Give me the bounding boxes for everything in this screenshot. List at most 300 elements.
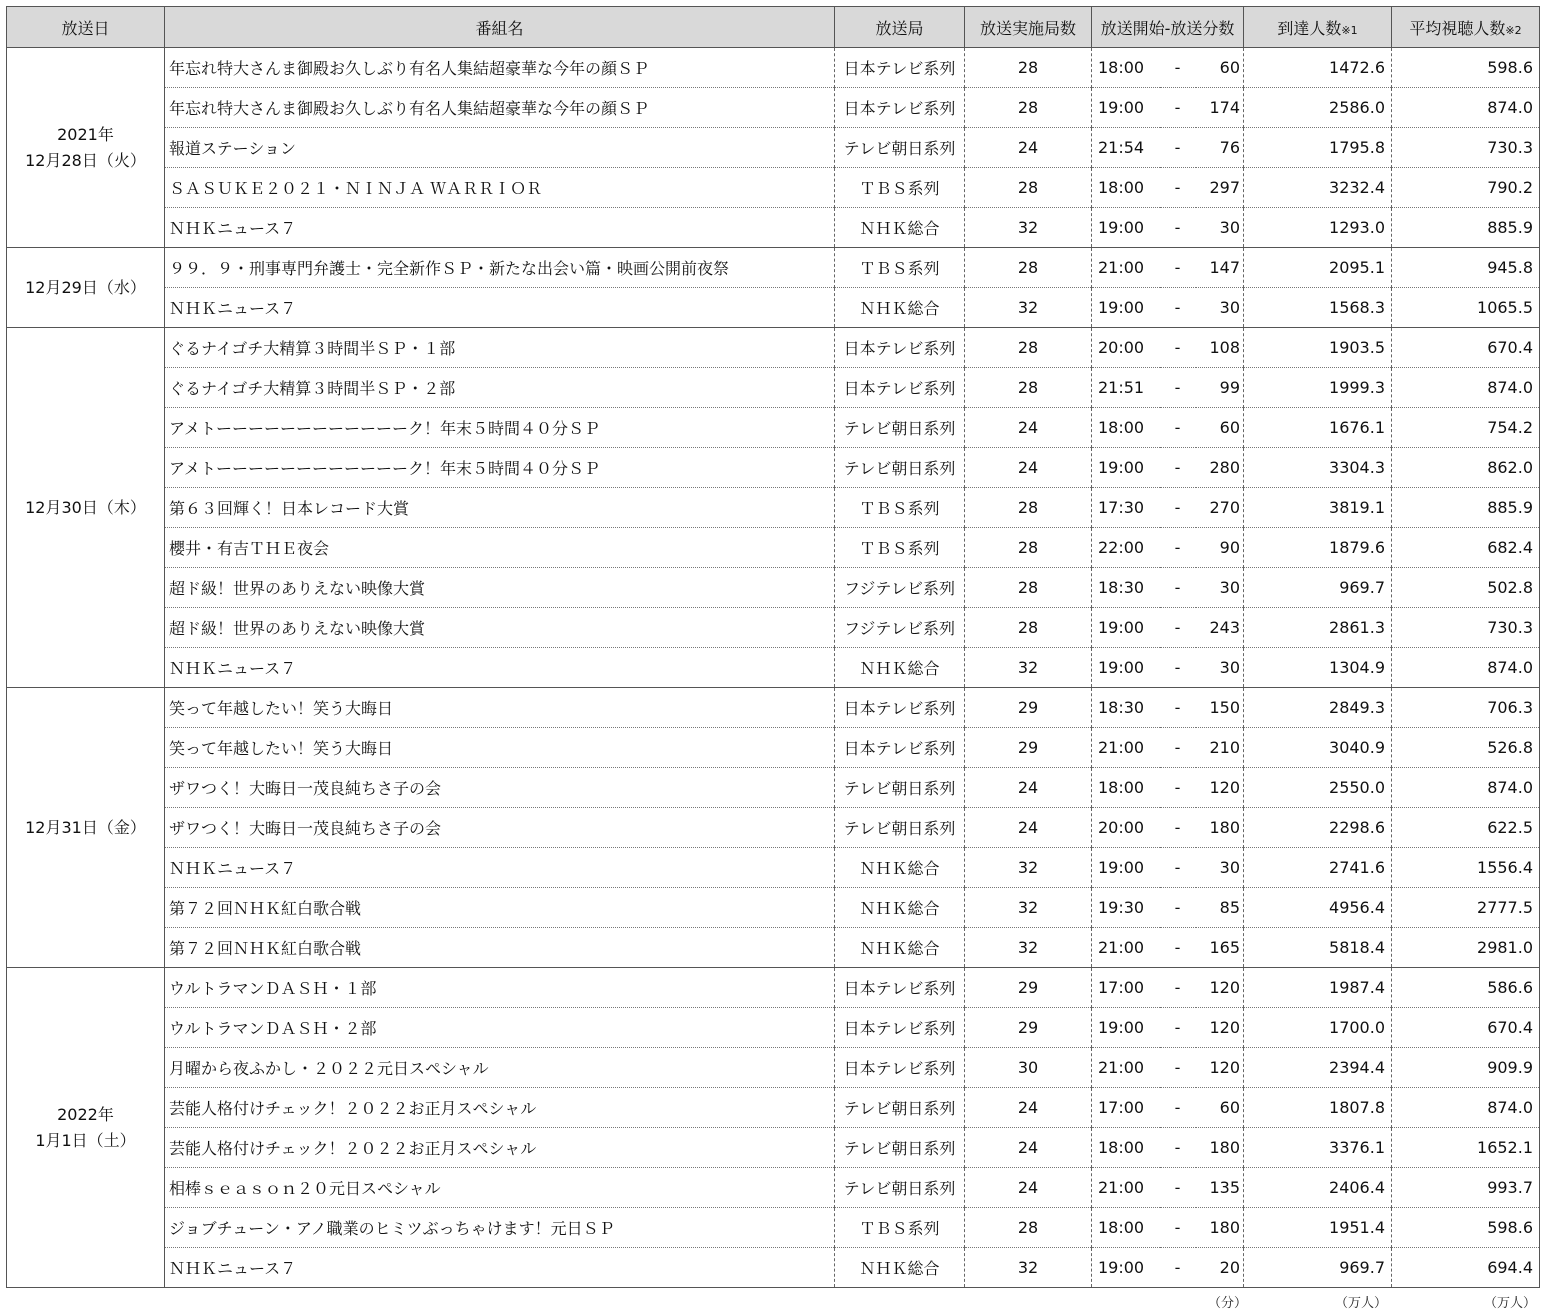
- header-reach-note: ※1: [1341, 23, 1358, 37]
- station-count: 32: [965, 928, 1092, 968]
- program-name: 報道ステーション: [165, 128, 835, 168]
- start-time: 18:00: [1092, 768, 1160, 808]
- duration-minutes: 297: [1196, 168, 1244, 208]
- duration-minutes: 60: [1196, 1088, 1244, 1128]
- station-name: 日本テレビ系列: [835, 968, 965, 1008]
- station-name: ＴＢＳ系列: [835, 488, 965, 528]
- table-row: [7, 528, 1540, 568]
- program-name: 月曜から夜ふかし・２０２２元日スペシャル: [165, 1048, 835, 1088]
- reach-value: 2550.0: [1244, 768, 1392, 808]
- program-name: 第７２回ＮＨＫ紅白歌合戦: [165, 928, 835, 968]
- viewership-table: [6, 6, 1540, 1288]
- station-name: テレビ朝日系列: [835, 768, 965, 808]
- station-count: 32: [965, 848, 1092, 888]
- station-count: 28: [965, 608, 1092, 648]
- station-name: ＮＨＫ総合: [835, 648, 965, 688]
- header-station: 放送局: [835, 7, 965, 48]
- start-time: 21:00: [1092, 928, 1160, 968]
- table-row: [7, 688, 1540, 728]
- duration-minutes: 180: [1196, 1128, 1244, 1168]
- duration-minutes: 150: [1196, 688, 1244, 728]
- station-name: テレビ朝日系列: [835, 1088, 965, 1128]
- time-separator: -: [1160, 328, 1196, 368]
- program-name: 年忘れ特大さんま御殿お久しぶり有名人集結超豪華な今年の顔ＳＰ: [165, 48, 835, 88]
- reach-value: 2394.4: [1244, 1048, 1392, 1088]
- program-name: 第６３回輝く！日本レコード大賞: [165, 488, 835, 528]
- duration-minutes: 135: [1196, 1168, 1244, 1208]
- reach-value: 2741.6: [1244, 848, 1392, 888]
- station-name: フジテレビ系列: [835, 608, 965, 648]
- time-separator: -: [1160, 968, 1196, 1008]
- avg-viewers-value: 2981.0: [1392, 928, 1540, 968]
- table-row: [7, 488, 1540, 528]
- station-count: 24: [965, 448, 1092, 488]
- reach-value: 3376.1: [1244, 1128, 1392, 1168]
- table-row: [7, 728, 1540, 768]
- reach-value: 2406.4: [1244, 1168, 1392, 1208]
- start-time: 18:00: [1092, 48, 1160, 88]
- avg-viewers-value: 862.0: [1392, 448, 1540, 488]
- duration-minutes: 165: [1196, 928, 1244, 968]
- duration-minutes: 147: [1196, 248, 1244, 288]
- start-time: 21:00: [1092, 1048, 1160, 1088]
- reach-value: 1676.1: [1244, 408, 1392, 448]
- reach-value: 2861.3: [1244, 608, 1392, 648]
- start-time: 18:00: [1092, 1208, 1160, 1248]
- time-separator: -: [1160, 1208, 1196, 1248]
- reach-value: 1903.5: [1244, 328, 1392, 368]
- avg-viewers-value: 874.0: [1392, 768, 1540, 808]
- station-name: テレビ朝日系列: [835, 408, 965, 448]
- header-date: 放送日: [7, 7, 165, 48]
- station-name: ＮＨＫ総合: [835, 288, 965, 328]
- table-row: [7, 968, 1540, 1008]
- avg-viewers-value: 874.0: [1392, 88, 1540, 128]
- time-separator: -: [1160, 528, 1196, 568]
- avg-viewers-value: 730.3: [1392, 608, 1540, 648]
- station-count: 28: [965, 48, 1092, 88]
- reach-value: 1700.0: [1244, 1008, 1392, 1048]
- time-separator: -: [1160, 728, 1196, 768]
- avg-viewers-value: 790.2: [1392, 168, 1540, 208]
- start-time: 19:00: [1092, 608, 1160, 648]
- broadcast-date: 12月30日（木）: [7, 328, 165, 688]
- time-separator: -: [1160, 888, 1196, 928]
- reach-value: 5818.4: [1244, 928, 1392, 968]
- avg-viewers-value: 1652.1: [1392, 1128, 1540, 1168]
- station-count: 28: [965, 1208, 1092, 1248]
- table-row: [7, 128, 1540, 168]
- reach-value: 969.7: [1244, 568, 1392, 608]
- time-separator: -: [1160, 1248, 1196, 1288]
- avg-viewers-value: 874.0: [1392, 1088, 1540, 1128]
- station-count: 32: [965, 888, 1092, 928]
- time-separator: -: [1160, 128, 1196, 168]
- reach-value: 969.7: [1244, 1248, 1392, 1288]
- station-count: 32: [965, 208, 1092, 248]
- time-separator: -: [1160, 168, 1196, 208]
- time-separator: -: [1160, 248, 1196, 288]
- program-name: 第７２回ＮＨＫ紅白歌合戦: [165, 888, 835, 928]
- station-count: 32: [965, 1248, 1092, 1288]
- reach-value: 1807.8: [1244, 1088, 1392, 1128]
- station-name: テレビ朝日系列: [835, 808, 965, 848]
- program-name: アメトーーーーーーーーーーーーク！年末５時間４０分ＳＰ: [165, 448, 835, 488]
- station-count: 30: [965, 1048, 1092, 1088]
- station-name: 日本テレビ系列: [835, 688, 965, 728]
- duration-minutes: 108: [1196, 328, 1244, 368]
- start-time: 19:30: [1092, 888, 1160, 928]
- reach-value: 3040.9: [1244, 728, 1392, 768]
- start-time: 21:54: [1092, 128, 1160, 168]
- table-row: [7, 1008, 1540, 1048]
- station-name: ＮＨＫ総合: [835, 1248, 965, 1288]
- table-row: [7, 608, 1540, 648]
- program-name: 笑って年越したい！笑う大晦日: [165, 688, 835, 728]
- avg-viewers-value: 1556.4: [1392, 848, 1540, 888]
- duration-minutes: 120: [1196, 768, 1244, 808]
- station-name: ＮＨＫ総合: [835, 208, 965, 248]
- program-name: 超ド級！世界のありえない映像大賞: [165, 608, 835, 648]
- start-time: 17:00: [1092, 968, 1160, 1008]
- table-row: [7, 248, 1540, 288]
- avg-viewers-value: 730.3: [1392, 128, 1540, 168]
- header-avg: [1392, 7, 1540, 48]
- reach-value: 1568.3: [1244, 288, 1392, 328]
- duration-minutes: 20: [1196, 1248, 1244, 1288]
- table-row: [7, 768, 1540, 808]
- table-row: [7, 1048, 1540, 1088]
- reach-value: 3819.1: [1244, 488, 1392, 528]
- time-separator: -: [1160, 608, 1196, 648]
- station-count: 29: [965, 728, 1092, 768]
- station-name: ＴＢＳ系列: [835, 168, 965, 208]
- station-name: ＮＨＫ総合: [835, 928, 965, 968]
- time-separator: -: [1160, 568, 1196, 608]
- avg-viewers-value: 586.6: [1392, 968, 1540, 1008]
- avg-viewers-value: 885.9: [1392, 208, 1540, 248]
- reach-value: 1304.9: [1244, 648, 1392, 688]
- station-count: 28: [965, 168, 1092, 208]
- duration-minutes: 243: [1196, 608, 1244, 648]
- station-name: 日本テレビ系列: [835, 88, 965, 128]
- table-row: [7, 448, 1540, 488]
- start-time: 21:00: [1092, 1168, 1160, 1208]
- program-name: ＮＨＫニュース７: [165, 208, 835, 248]
- avg-viewers-value: 682.4: [1392, 528, 1540, 568]
- program-name: ＮＨＫニュース７: [165, 288, 835, 328]
- program-name: ザワつく！大晦日一茂良純ちさ子の会: [165, 808, 835, 848]
- broadcast-date: 12月31日（金）: [7, 688, 165, 968]
- station-count: 32: [965, 648, 1092, 688]
- station-count: 28: [965, 88, 1092, 128]
- program-name: ９９．９・刑事専門弁護士・完全新作ＳＰ・新たな出会い篇・映画公開前夜祭: [165, 248, 835, 288]
- avg-viewers-value: 670.4: [1392, 328, 1540, 368]
- station-name: 日本テレビ系列: [835, 328, 965, 368]
- table-row: [7, 648, 1540, 688]
- time-separator: -: [1160, 848, 1196, 888]
- start-time: 19:00: [1092, 288, 1160, 328]
- station-count: 24: [965, 408, 1092, 448]
- duration-minutes: 180: [1196, 808, 1244, 848]
- program-name: ぐるナイゴチ大精算３時間半ＳＰ・２部: [165, 368, 835, 408]
- duration-minutes: 270: [1196, 488, 1244, 528]
- station-name: フジテレビ系列: [835, 568, 965, 608]
- table-row: [7, 48, 1540, 88]
- duration-minutes: 30: [1196, 568, 1244, 608]
- duration-minutes: 60: [1196, 408, 1244, 448]
- avg-viewers-value: 874.0: [1392, 368, 1540, 408]
- station-count: 29: [965, 1008, 1092, 1048]
- avg-viewers-value: 670.4: [1392, 1008, 1540, 1048]
- reach-value: 1879.6: [1244, 528, 1392, 568]
- table-body: [7, 48, 1540, 1288]
- duration-minutes: 30: [1196, 848, 1244, 888]
- avg-viewers-value: 502.8: [1392, 568, 1540, 608]
- station-count: 24: [965, 1128, 1092, 1168]
- table-row: [7, 1128, 1540, 1168]
- station-count: 24: [965, 768, 1092, 808]
- avg-viewers-value: 2777.5: [1392, 888, 1540, 928]
- start-time: 19:00: [1092, 1008, 1160, 1048]
- station-count: 24: [965, 1088, 1092, 1128]
- time-separator: -: [1160, 48, 1196, 88]
- avg-viewers-value: 945.8: [1392, 248, 1540, 288]
- station-count: 29: [965, 688, 1092, 728]
- time-separator: -: [1160, 288, 1196, 328]
- table-row: [7, 168, 1540, 208]
- duration-minutes: 120: [1196, 1008, 1244, 1048]
- reach-value: 2095.1: [1244, 248, 1392, 288]
- start-time: 17:30: [1092, 488, 1160, 528]
- time-separator: -: [1160, 488, 1196, 528]
- duration-minutes: 120: [1196, 968, 1244, 1008]
- duration-minutes: 180: [1196, 1208, 1244, 1248]
- station-name: ＴＢＳ系列: [835, 528, 965, 568]
- program-name: 超ド級！世界のありえない映像大賞: [165, 568, 835, 608]
- header-stations-count: 放送実施局数: [965, 7, 1092, 48]
- time-separator: -: [1160, 208, 1196, 248]
- avg-viewers-value: 874.0: [1392, 648, 1540, 688]
- header-row: [7, 7, 1540, 48]
- duration-minutes: 30: [1196, 288, 1244, 328]
- time-separator: -: [1160, 1168, 1196, 1208]
- station-name: 日本テレビ系列: [835, 368, 965, 408]
- unit-avg: （万人）: [1484, 1296, 1537, 1311]
- reach-value: 2586.0: [1244, 88, 1392, 128]
- start-time: 18:00: [1092, 168, 1160, 208]
- avg-viewers-value: 526.8: [1392, 728, 1540, 768]
- time-separator: -: [1160, 368, 1196, 408]
- duration-minutes: 280: [1196, 448, 1244, 488]
- time-separator: -: [1160, 1008, 1196, 1048]
- broadcast-date: 2021年 12月28日（火）: [7, 48, 165, 248]
- start-time: 19:00: [1092, 448, 1160, 488]
- start-time: 19:00: [1092, 208, 1160, 248]
- start-time: 17:00: [1092, 1088, 1160, 1128]
- table-row: [7, 368, 1540, 408]
- time-separator: -: [1160, 688, 1196, 728]
- station-name: ＴＢＳ系列: [835, 1208, 965, 1248]
- unit-reach: （万人）: [1335, 1296, 1388, 1311]
- avg-viewers-value: 694.4: [1392, 1248, 1540, 1288]
- duration-minutes: 99: [1196, 368, 1244, 408]
- header-time-duration: 放送開始-放送分数: [1092, 7, 1244, 48]
- start-time: 21:51: [1092, 368, 1160, 408]
- start-time: 18:30: [1092, 688, 1160, 728]
- duration-minutes: 30: [1196, 648, 1244, 688]
- station-count: 28: [965, 488, 1092, 528]
- time-separator: -: [1160, 408, 1196, 448]
- station-count: 32: [965, 288, 1092, 328]
- reach-value: 2849.3: [1244, 688, 1392, 728]
- reach-value: 1472.6: [1244, 48, 1392, 88]
- station-count: 28: [965, 528, 1092, 568]
- table-row: [7, 848, 1540, 888]
- reach-value: 3232.4: [1244, 168, 1392, 208]
- program-name: ＳＡＳＵＫＥ２０２１・ＮＩＮＪＡ ＷＡＲＲＩＯＲ: [165, 168, 835, 208]
- avg-viewers-value: 885.9: [1392, 488, 1540, 528]
- time-separator: -: [1160, 1088, 1196, 1128]
- start-time: 19:00: [1092, 1248, 1160, 1288]
- start-time: 19:00: [1092, 848, 1160, 888]
- table-row: [7, 1168, 1540, 1208]
- station-name: テレビ朝日系列: [835, 1168, 965, 1208]
- duration-minutes: 90: [1196, 528, 1244, 568]
- station-name: 日本テレビ系列: [835, 728, 965, 768]
- station-name: ＮＨＫ総合: [835, 848, 965, 888]
- reach-value: 4956.4: [1244, 888, 1392, 928]
- start-time: 18:30: [1092, 568, 1160, 608]
- avg-viewers-value: 1065.5: [1392, 288, 1540, 328]
- time-separator: -: [1160, 1048, 1196, 1088]
- program-name: アメトーーーーーーーーーーーーク！年末５時間４０分ＳＰ: [165, 408, 835, 448]
- program-name: 櫻井・有吉ＴＨＥ夜会: [165, 528, 835, 568]
- broadcast-date: 2022年 1月1日（土）: [7, 968, 165, 1288]
- start-time: 20:00: [1092, 808, 1160, 848]
- table-row: [7, 928, 1540, 968]
- avg-viewers-value: 754.2: [1392, 408, 1540, 448]
- header-avg-label: 平均視聴人数: [1409, 18, 1506, 38]
- program-name: 相棒ｓｅａｓｏｎ２０元日スペシャル: [165, 1168, 835, 1208]
- start-time: 19:00: [1092, 88, 1160, 128]
- program-name: ウルトラマンＤＡＳＨ・１部: [165, 968, 835, 1008]
- station-name: テレビ朝日系列: [835, 448, 965, 488]
- time-separator: -: [1160, 88, 1196, 128]
- time-separator: -: [1160, 648, 1196, 688]
- start-time: 22:00: [1092, 528, 1160, 568]
- header-reach: [1244, 7, 1392, 48]
- station-count: 28: [965, 568, 1092, 608]
- table-row: [7, 328, 1540, 368]
- station-count: 24: [965, 1168, 1092, 1208]
- program-name: ＮＨＫニュース７: [165, 1248, 835, 1288]
- start-time: 21:00: [1092, 248, 1160, 288]
- broadcast-date: 12月29日（水）: [7, 248, 165, 328]
- table-row: [7, 568, 1540, 608]
- duration-minutes: 85: [1196, 888, 1244, 928]
- duration-minutes: 30: [1196, 208, 1244, 248]
- station-name: ＴＢＳ系列: [835, 248, 965, 288]
- program-name: 笑って年越したい！笑う大晦日: [165, 728, 835, 768]
- station-name: テレビ朝日系列: [835, 1128, 965, 1168]
- table-row: [7, 1088, 1540, 1128]
- start-time: 20:00: [1092, 328, 1160, 368]
- station-count: 29: [965, 968, 1092, 1008]
- time-separator: -: [1160, 768, 1196, 808]
- table-row: [7, 1208, 1540, 1248]
- table-row: [7, 208, 1540, 248]
- header-avg-note: ※2: [1505, 23, 1522, 37]
- program-name: ＮＨＫニュース７: [165, 648, 835, 688]
- start-time: 19:00: [1092, 648, 1160, 688]
- station-count: 28: [965, 328, 1092, 368]
- station-count: 28: [965, 248, 1092, 288]
- reach-value: 1795.8: [1244, 128, 1392, 168]
- start-time: 18:00: [1092, 408, 1160, 448]
- start-time: 21:00: [1092, 728, 1160, 768]
- program-name: 芸能人格付けチェック！２０２２お正月スペシャル: [165, 1088, 835, 1128]
- program-name: ＮＨＫニュース７: [165, 848, 835, 888]
- station-name: テレビ朝日系列: [835, 128, 965, 168]
- unit-minutes: （分）: [1208, 1296, 1248, 1311]
- time-separator: -: [1160, 448, 1196, 488]
- reach-value: 1987.4: [1244, 968, 1392, 1008]
- reach-value: 3304.3: [1244, 448, 1392, 488]
- station-name: ＮＨＫ総合: [835, 888, 965, 928]
- avg-viewers-value: 598.6: [1392, 48, 1540, 88]
- table-row: [7, 888, 1540, 928]
- duration-minutes: 76: [1196, 128, 1244, 168]
- start-time: 18:00: [1092, 1128, 1160, 1168]
- station-name: 日本テレビ系列: [835, 1008, 965, 1048]
- duration-minutes: 210: [1196, 728, 1244, 768]
- duration-minutes: 120: [1196, 1048, 1244, 1088]
- time-separator: -: [1160, 808, 1196, 848]
- avg-viewers-value: 993.7: [1392, 1168, 1540, 1208]
- program-name: ぐるナイゴチ大精算３時間半ＳＰ・１部: [165, 328, 835, 368]
- program-name: 年忘れ特大さんま御殿お久しぶり有名人集結超豪華な今年の顔ＳＰ: [165, 88, 835, 128]
- reach-value: 1293.0: [1244, 208, 1392, 248]
- avg-viewers-value: 598.6: [1392, 1208, 1540, 1248]
- station-count: 24: [965, 808, 1092, 848]
- header-program: 番組名: [165, 7, 835, 48]
- duration-minutes: 174: [1196, 88, 1244, 128]
- program-name: 芸能人格付けチェック！２０２２お正月スペシャル: [165, 1128, 835, 1168]
- reach-value: 1999.3: [1244, 368, 1392, 408]
- duration-minutes: 60: [1196, 48, 1244, 88]
- station-name: 日本テレビ系列: [835, 48, 965, 88]
- station-count: 28: [965, 368, 1092, 408]
- table-row: [7, 408, 1540, 448]
- table-row: [7, 288, 1540, 328]
- table-row: [7, 1248, 1540, 1288]
- station-name: 日本テレビ系列: [835, 1048, 965, 1088]
- header-reach-label: 到達人数: [1277, 18, 1342, 38]
- avg-viewers-value: 706.3: [1392, 688, 1540, 728]
- table-row: [7, 88, 1540, 128]
- program-name: ジョブチューン・アノ職業のヒミツぶっちゃけます！元日ＳＰ: [165, 1208, 835, 1248]
- station-count: 24: [965, 128, 1092, 168]
- avg-viewers-value: 909.9: [1392, 1048, 1540, 1088]
- time-separator: -: [1160, 1128, 1196, 1168]
- time-separator: -: [1160, 928, 1196, 968]
- program-name: ザワつく！大晦日一茂良純ちさ子の会: [165, 768, 835, 808]
- avg-viewers-value: 622.5: [1392, 808, 1540, 848]
- program-name: ウルトラマンＤＡＳＨ・２部: [165, 1008, 835, 1048]
- reach-value: 2298.6: [1244, 808, 1392, 848]
- table-row: [7, 808, 1540, 848]
